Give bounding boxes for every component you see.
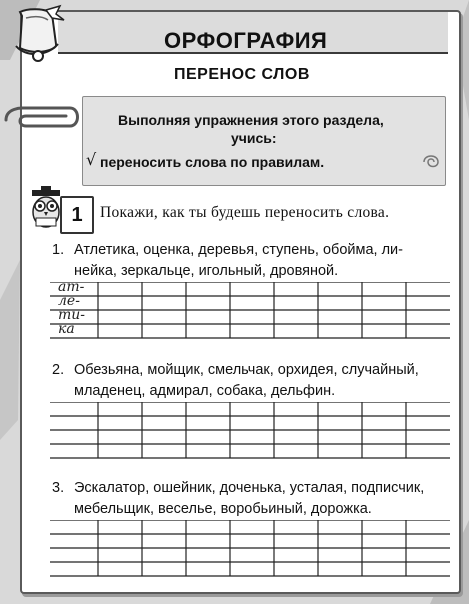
bell-icon [6,4,70,70]
answer-grid-2 [50,402,450,460]
task-number: 1. [52,242,65,258]
task-3 [52,478,452,520]
answer-grid-3 [50,520,450,578]
task-number: 3. [52,480,65,496]
scroll-curl-icon [420,150,444,174]
owl-mascot-icon [28,186,64,230]
task-2 [52,360,452,402]
page-title: ОРФОГРАФИЯ [164,28,328,53]
task-number: 2. [52,362,65,378]
handwritten-syllable: ти- [58,307,86,323]
task-text-line1: Эскалатор, ошейник, доченька, усталая, подписчик, [74,480,425,496]
handwritten-syllable: ка [58,321,75,337]
task-text-line1: Атлетика, оценка, деревья, ступень, обойма, ли- [74,242,403,258]
section-subtitle: ПЕРЕНОС СЛОВ [174,66,310,83]
note-text-line2: учись: [231,130,277,146]
answer-grid-1 [50,282,450,340]
task-text-line2: младенец, адмирал, собака, дельфин. [74,383,336,399]
task-text-line2: мебельщик, веселье, воробьиный, дорожка. [74,501,372,517]
exercise-number: 1 [60,196,94,234]
paperclip-icon [2,100,82,140]
note-goal-item: переносить слова по правилам. [100,154,325,170]
handwritten-syllable: ат- [58,279,85,295]
note-text-line1: Выполняя упражнения этого раздела, [118,112,384,128]
checkmark-icon: √ [86,150,97,169]
task-text-line1: Обезьяна, мойщик, смельчак, орхидея, случайный, [74,362,419,378]
handwritten-syllable: ле- [58,293,80,309]
task-text-line2: нейка, зеркальце, игольный, дровяной. [74,263,339,279]
task-1 [52,240,452,282]
exercise-instruction: Покажи, как ты будешь переносить слова. [100,204,390,221]
